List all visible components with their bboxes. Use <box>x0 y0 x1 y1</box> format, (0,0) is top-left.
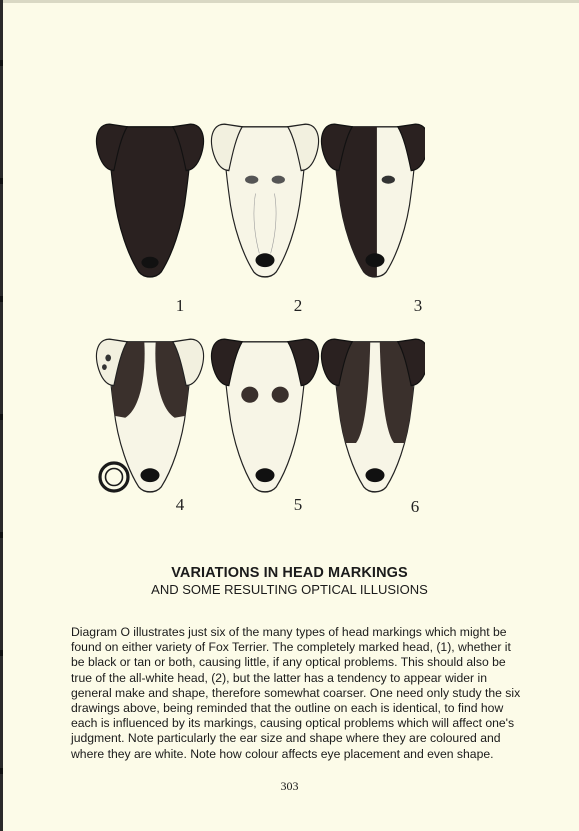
head-number-4: 4 <box>175 495 185 514</box>
head-6-blaze <box>321 339 425 492</box>
head-2-all-white <box>211 124 318 277</box>
head-3-half-marked <box>321 113 425 286</box>
page-number: 303 <box>280 779 299 793</box>
caption-subtitle: AND SOME RESULTING OPTICAL ILLUSIONS <box>151 582 428 597</box>
head-1-fully-marked <box>96 124 203 277</box>
caption-title: VARIATIONS IN HEAD MARKINGS <box>171 565 408 581</box>
body-paragraph: Diagram O illustrates just six of the many types of head markings which might be found on either variety of Fox Terrier. The completely marked head, (1), whether it be black or tan or both, causing little, if any optical problems. This should also be true of the all-white head, (2), but the latter has a tendency to appear wider in general make and shape, therefore somewhat coarser. One need only study the six drawings above, being reminded that the outline on each is identical, to find how each is influenced by its markings, causing optical problems which will affect one's judgment. Note particularly the ear size and shape where they are coloured and where they are white. Note how colour affects eye placement and even shape. <box>71 625 521 761</box>
head-markings-diagram <box>95 100 425 530</box>
head-5-dark-ears <box>211 339 318 492</box>
head-number-5: 5 <box>293 495 303 514</box>
head-number-2: 2 <box>293 296 303 315</box>
head-number-3: 3 <box>413 296 423 315</box>
diagram-label-o <box>97 460 131 494</box>
head-number-1: 1 <box>175 296 185 315</box>
head-number-6: 6 <box>410 497 420 516</box>
